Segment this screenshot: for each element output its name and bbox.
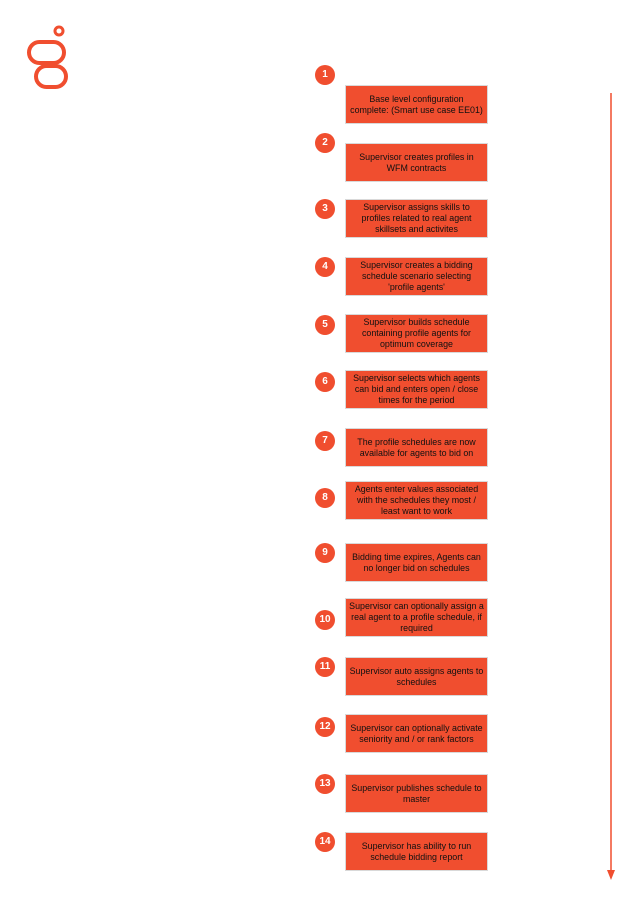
step-box: Base level configuration complete: (Smart use case EE01)	[345, 85, 488, 124]
step-box: Supervisor selects which agents can bid and enters open / close times for the period	[345, 370, 488, 409]
step-box: Supervisor has ability to run schedule bidding report	[345, 832, 488, 871]
step-number-badge: 12	[315, 717, 335, 737]
step-number-badge: 2	[315, 133, 335, 153]
step-number-badge: 11	[315, 657, 335, 677]
step-number-badge: 8	[315, 488, 335, 508]
step-box: Bidding time expires, Agents can no longer bid on schedules	[345, 543, 488, 582]
step-number-badge: 10	[315, 610, 335, 630]
step-box: Supervisor creates profiles in WFM contracts	[345, 143, 488, 182]
step-number-badge: 13	[315, 774, 335, 794]
step-box: Supervisor assigns skills to profiles related to real agent skillsets and activites	[345, 199, 488, 238]
step-box: Supervisor creates a bidding schedule scenario selecting 'profile agents'	[345, 257, 488, 296]
step-number-badge: 6	[315, 372, 335, 392]
step-box: The profile schedules are now available for agents to bid on	[345, 428, 488, 467]
step-box: Supervisor auto assigns agents to schedules	[345, 657, 488, 696]
step-box: Supervisor publishes schedule to master	[345, 774, 488, 813]
timeline-arrow	[600, 93, 622, 883]
step-number-badge: 5	[315, 315, 335, 335]
step-number-badge: 1	[315, 65, 335, 85]
step-number-badge: 3	[315, 199, 335, 219]
step-number-badge: 4	[315, 257, 335, 277]
step-box: Supervisor can optionally activate seniority and / or rank factors	[345, 714, 488, 753]
step-box: Agents enter values associated with the schedules they most / least want to work	[345, 481, 488, 520]
step-number-badge: 7	[315, 431, 335, 451]
step-box: Supervisor builds schedule containing profile agents for optimum coverage	[345, 314, 488, 353]
step-box: Supervisor can optionally assign a real agent to a profile schedule, if required	[345, 598, 488, 637]
step-number-badge: 9	[315, 543, 335, 563]
step-number-badge: 14	[315, 832, 335, 852]
